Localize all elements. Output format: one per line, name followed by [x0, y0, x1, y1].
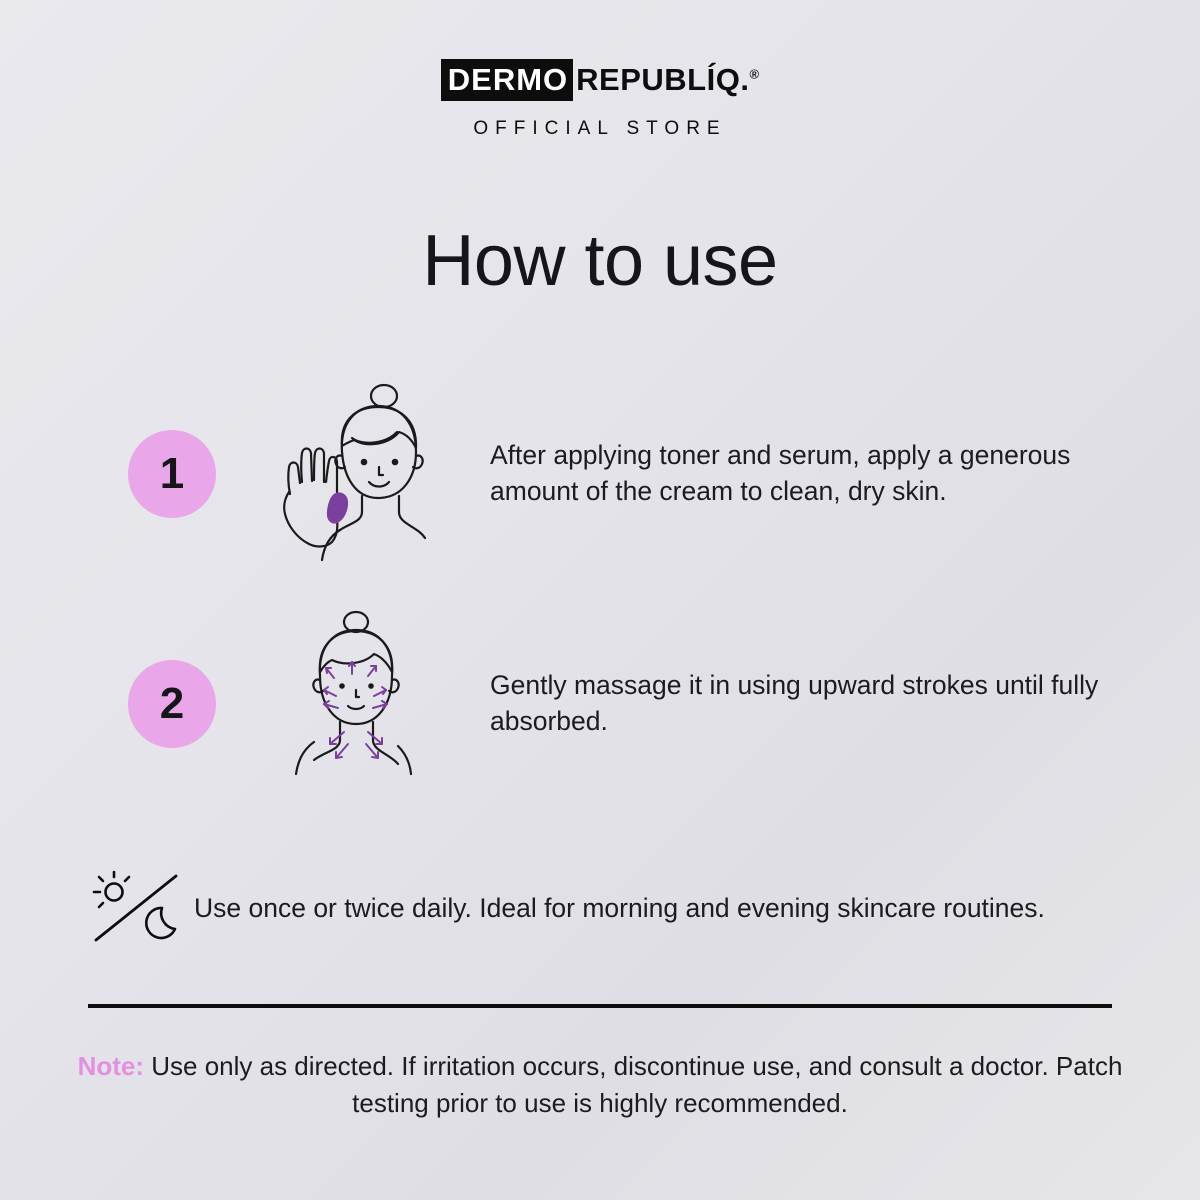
- note-text: Use only as directed. If irritation occurs, discontinue use, and consult a doctor. Patch testing prior to use is highly recommended.: [144, 1051, 1123, 1118]
- face-massage-upward-strokes-icon: [256, 604, 456, 804]
- registered-trademark-icon: ®: [749, 66, 760, 82]
- steps-list: [0, 374, 1200, 804]
- brand-logo: [441, 62, 759, 98]
- woman-applying-cream-to-hand-icon: [256, 374, 456, 574]
- step-item: [0, 374, 1200, 574]
- step-description: After applying toner and serum, apply a generous amount of the cream to clean, dry skin.: [490, 440, 1071, 506]
- step-item: [0, 604, 1200, 804]
- frequency-description: Use once or twice daily. Ideal for morning and evening skincare routines.: [194, 892, 1045, 923]
- step-number-badge: 2: [128, 660, 216, 748]
- footer-note: [0, 1048, 1200, 1122]
- step-number-badge: 1: [128, 430, 216, 518]
- sun-moon-day-night-icon: [88, 870, 184, 946]
- note-label: Note:: [77, 1051, 145, 1081]
- page-title: How to use: [422, 221, 778, 301]
- brand-subtitle: OFFICIAL STORE: [473, 118, 727, 139]
- brand-header: [0, 0, 1200, 140]
- frequency-note: [0, 870, 1200, 946]
- step-description: Gently massage it in using upward strokes until fully absorbed.: [490, 670, 1099, 736]
- brand-logo-republiq: REPUBLÍQ.: [576, 62, 750, 97]
- divider: [88, 1004, 1112, 1008]
- brand-logo-dermo: DERMO: [441, 59, 573, 101]
